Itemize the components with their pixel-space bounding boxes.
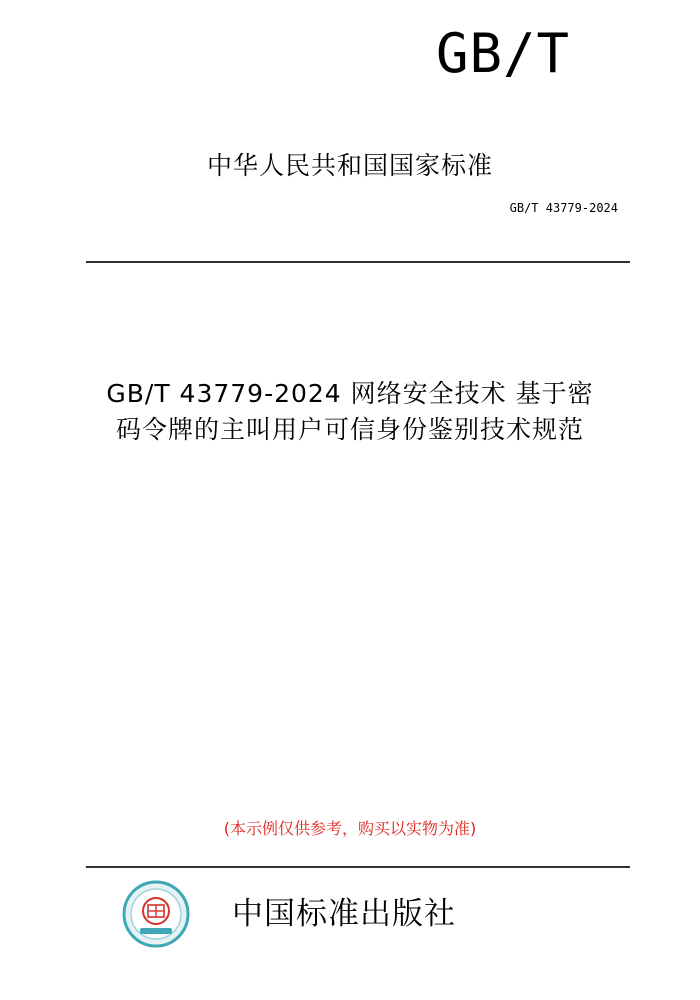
- document-title: [70, 376, 630, 448]
- standard-category-heading: 中华人民共和国国家标准: [206, 151, 493, 180]
- sample-disclaimer: (本示例仅供参考，购买以实物为准): [223, 819, 477, 838]
- anti-counterfeit-seal-icon: [122, 880, 190, 948]
- document-title-line-2: 码令牌的主叫用户可信身份鉴别技术规范: [115, 415, 584, 444]
- standard-number: GB/T 43779-2024: [509, 201, 618, 215]
- document-title-line-1: GB/T 43779-2024 网络安全技术 基于密: [106, 379, 594, 408]
- gbt-logo: GB/T: [435, 22, 570, 85]
- top-divider: [86, 261, 630, 263]
- bottom-divider: [86, 866, 630, 868]
- publisher-name: 中国标准出版社: [232, 896, 456, 932]
